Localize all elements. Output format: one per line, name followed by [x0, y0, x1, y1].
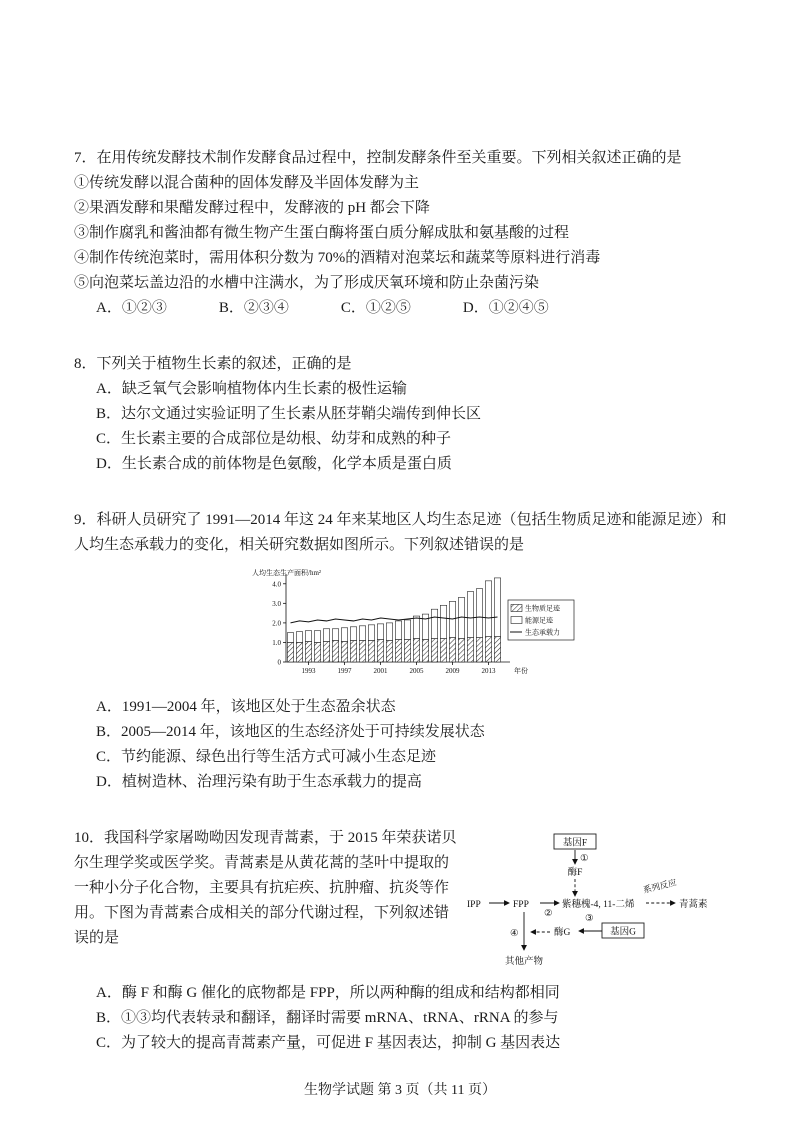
svg-text:人均生态生产面积/hm²: 人均生态生产面积/hm² [252, 569, 321, 577]
question-9 [74, 508, 728, 795]
q7-option-d: D．①②④⑤ [462, 300, 549, 316]
enzyme-f-label: 酶F [567, 868, 583, 878]
q7-statement-1: ①传统发酵以混合菌种的固体发酵及半固体发酵为主 [74, 175, 420, 191]
q7-option-a: A．①②③ [96, 300, 167, 316]
q8-option-a: A．缺乏氧气会影响植物体内生长素的极性运输 [96, 381, 407, 397]
other-products-label: 其他产物 [504, 957, 544, 967]
question-8 [74, 352, 728, 477]
q7-statement-2: ②果酒发酵和果醋发酵过程中，发酵液的 pH 都会下降 [74, 200, 430, 216]
page-footer: 生物学试题 第 3 页（共 11 页） [304, 1083, 496, 1098]
step-3-label: ③ [585, 914, 594, 924]
intermediate-label: 紫穗槐-4, 11-二烯 [562, 900, 635, 910]
q9-option-b: B．2005—2014 年，该地区的生态经济处于可持续发展状态 [96, 724, 485, 740]
q8-option-d: D．生长素合成的前体物是色氨酸，化学本质是蛋白质 [96, 456, 452, 472]
step-1-label: ① [580, 854, 589, 864]
step-4-label: ④ [510, 929, 519, 939]
svg-text:能源足迹: 能源足迹 [525, 616, 553, 625]
q10-option-a: A．酶 F 和酶 G 催化的底物都是 FPP，所以两种酶的组成和结构都相同 [96, 985, 560, 1001]
q8-option-c: C．生长素主要的合成部位是幼根、幼芽和成熟的种子 [96, 431, 452, 447]
question-10 [74, 826, 728, 1056]
q7-statement-4: ④制作传统泡菜时，需用体积分数为 70%的酒精对泡菜坛和蔬菜等原料进行消毒 [74, 250, 601, 266]
q9-figure [250, 566, 728, 689]
q7-stem: 7．在用传统发酵技术制作发酵食品过程中，控制发酵条件至关重要。下列相关叙述正确的是 [74, 150, 682, 166]
svg-text:0: 0 [277, 658, 281, 667]
q9-option-d: D．植树造林、治理污染有助于生态承载力的提高 [96, 774, 422, 790]
gene-g-label: 基因G [610, 927, 636, 938]
enzyme-g-label: 酶G [554, 928, 571, 938]
svg-text:生物质足迹: 生物质足迹 [525, 604, 560, 613]
eco-footprint-chart [250, 566, 580, 680]
svg-text:1997: 1997 [337, 667, 352, 675]
q7-statement-3: ③制作腐乳和酱油都有微生物产生蛋白酶将蛋白质分解成肽和氨基酸的过程 [74, 225, 570, 241]
q8-option-b: B．达尔文通过实验证明了生长素从胚芽鞘尖端传到伸长区 [96, 406, 482, 422]
q9-stem: 9．科研人员研究了 1991—2014 年这 24 年来某地区人均生态足迹（包括生物质足迹和能源足迹）和人均生态承载力的变化，相关研究数据如图所示。下列叙述错误的是 [74, 512, 727, 553]
ipp-label: IPP [467, 900, 481, 910]
q7-options-row [74, 296, 728, 321]
q7-option-b: B．②③④ [218, 300, 289, 316]
svg-text:3.0: 3.0 [272, 599, 281, 608]
svg-text:2009: 2009 [445, 667, 460, 675]
artemisinin-pathway-diagram [466, 832, 728, 972]
svg-text:2005: 2005 [409, 667, 424, 675]
gene-f-label: 基因F [562, 838, 588, 849]
q10-body [74, 826, 728, 981]
svg-text:1.0: 1.0 [272, 638, 281, 647]
artemisinin-label: 青蒿素 [679, 900, 708, 910]
series-reaction-label: 系列反应 [642, 877, 678, 895]
svg-text:1993: 1993 [301, 667, 316, 675]
q9-option-c: C．节约能源、绿色出行等生活方式可减小生态足迹 [96, 749, 437, 765]
q10-stem: 10．我国科学家屠呦呦因发现青蒿素，于 2015 年荣获诺贝尔生理学奖或医学奖。青蒿素是从黄花蒿的茎叶中提取的一种小分子化合物，主要具有抗疟疾、抗肿瘤、抗炎等作用。下图为青蒿素合成相关的部分代谢过程，下列叙述错误的是 [74, 830, 457, 946]
step-2-label: ② [544, 909, 553, 919]
q8-stem: 8．下列关于植物生长素的叙述，正确的是 [74, 356, 352, 372]
fpp-label: FPP [513, 900, 529, 910]
svg-text:生态承载力: 生态承载力 [525, 628, 560, 637]
q10-figure [458, 826, 728, 981]
q9-option-a: A．1991—2004 年，该地区处于生态盈余状态 [96, 699, 396, 715]
q10-option-c: C．为了较大的提高青蒿素产量，可促进 F 基因表达，抑制 G 基因表达 [96, 1035, 561, 1051]
q7-option-c: C．①②⑤ [340, 300, 411, 316]
question-7 [74, 146, 728, 321]
svg-text:2001: 2001 [373, 667, 388, 675]
q7-statement-5: ⑤向泡菜坛盖边沿的水槽中注满水，为了形成厌氧环境和防止杂菌污染 [74, 275, 540, 291]
svg-text:2.0: 2.0 [272, 619, 281, 628]
svg-text:2013: 2013 [481, 667, 496, 675]
q10-option-b: B．①③均代表转录和翻译，翻译时需要 mRNA、tRNA、rRNA 的参与 [96, 1010, 559, 1026]
svg-text:4.0: 4.0 [272, 580, 281, 589]
svg-text:年份: 年份 [514, 667, 528, 675]
